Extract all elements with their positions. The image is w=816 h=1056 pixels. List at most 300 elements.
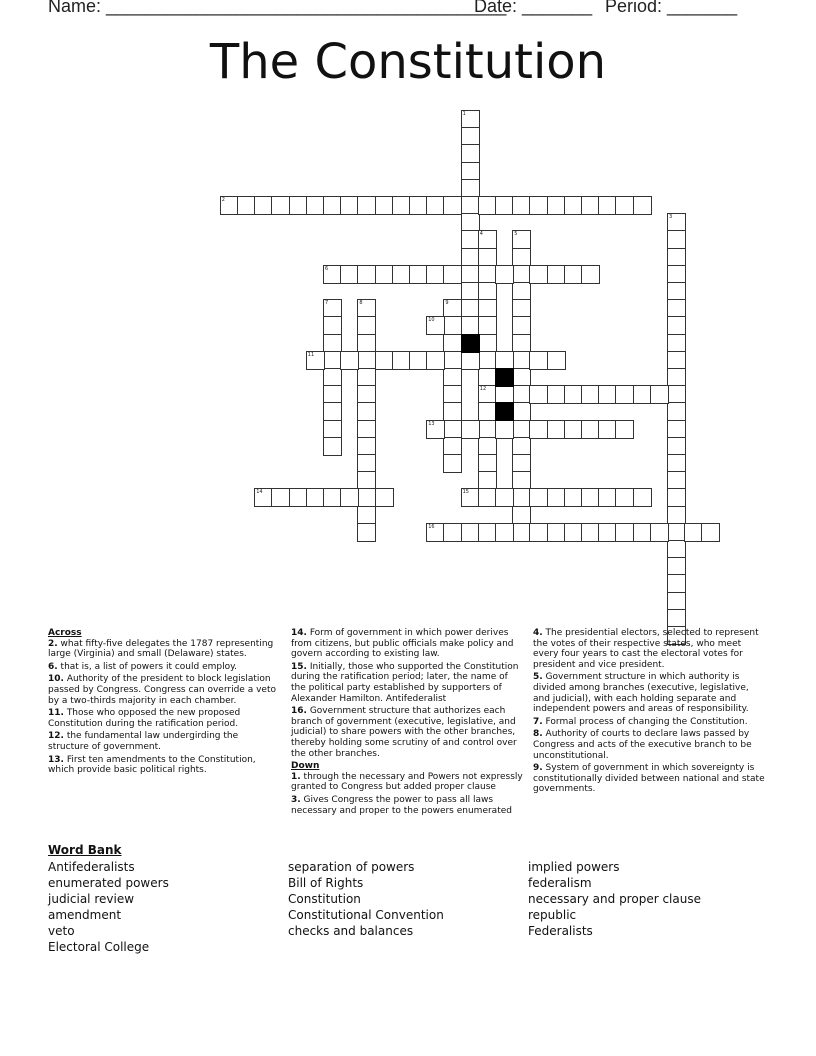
word-bank-item: Constitution xyxy=(288,892,361,906)
crossword-cell[interactable] xyxy=(667,609,686,628)
clue-number: 4 xyxy=(479,231,483,238)
clue-item xyxy=(48,755,280,776)
across-heading: Across xyxy=(48,628,82,638)
crossword-cell[interactable] xyxy=(615,420,634,439)
crossword-cell[interactable] xyxy=(529,488,548,507)
crossword-cell[interactable] xyxy=(512,368,531,387)
crossword-cell[interactable] xyxy=(323,316,342,335)
clue-text: Government structure that authorizes each branch of government (executive, legislative, and judicial) to share powers with the other branches, thereby holding some scrutiny of and control over the other branches. xyxy=(291,706,517,759)
clue-item xyxy=(48,674,280,706)
crossword-cell[interactable] xyxy=(667,540,686,559)
crossword-cell[interactable] xyxy=(478,196,497,215)
crossword-cell[interactable] xyxy=(392,351,411,370)
clue-number: 14. xyxy=(291,628,307,638)
crossword-cell[interactable] xyxy=(323,368,342,387)
crossword-cell[interactable] xyxy=(512,334,531,353)
crossword-cell[interactable] xyxy=(547,488,566,507)
crossword-cell[interactable] xyxy=(323,488,342,507)
crossword-cell[interactable] xyxy=(633,196,652,215)
word-bank-item: necessary and proper clause xyxy=(528,892,701,906)
word-bank-column xyxy=(48,859,278,955)
word-bank-column xyxy=(528,859,758,939)
crossword-cell[interactable] xyxy=(650,523,669,542)
clue-text: First ten amendments to the Constitution, which provide basic political rights. xyxy=(48,754,256,776)
crossword-cell[interactable] xyxy=(357,196,376,215)
crossword-cell[interactable] xyxy=(323,437,342,456)
crossword-cell[interactable] xyxy=(392,196,411,215)
crossword-cell[interactable] xyxy=(443,402,462,421)
clue-number: 7 xyxy=(325,300,329,307)
crossword-cell[interactable] xyxy=(443,196,462,215)
crossword-cell[interactable] xyxy=(357,488,376,507)
crossword-cell[interactable] xyxy=(478,402,497,421)
crossword-cell[interactable] xyxy=(426,351,445,370)
crossword-cell[interactable] xyxy=(409,351,428,370)
clue-text: Those who opposed the new proposed Constitution during the ratification period. xyxy=(48,708,241,729)
clue-number: 11. xyxy=(48,708,64,719)
crossword-cell[interactable] xyxy=(547,351,566,370)
crossword-cell[interactable] xyxy=(512,402,531,421)
crossword-cell[interactable] xyxy=(461,248,480,267)
crossword-cell[interactable] xyxy=(461,127,480,146)
crossword-cell[interactable] xyxy=(667,282,686,301)
crossword-cell[interactable] xyxy=(357,471,376,490)
clue-number: 4. xyxy=(533,628,543,638)
crossword-cell[interactable] xyxy=(426,420,445,439)
clues-column-2 xyxy=(291,628,523,818)
crossword-cell[interactable] xyxy=(478,437,497,456)
crossword-cell[interactable] xyxy=(478,471,497,490)
crossword-cell[interactable] xyxy=(581,385,600,404)
crossword-cell[interactable] xyxy=(220,196,239,215)
crossword-cell[interactable] xyxy=(512,471,531,490)
crossword-cell[interactable] xyxy=(667,454,686,473)
crossword-cell[interactable] xyxy=(495,420,514,439)
crossword-cell[interactable] xyxy=(357,385,376,404)
crossword-cell[interactable] xyxy=(667,523,686,542)
crossword-cell[interactable] xyxy=(633,488,652,507)
crossword-cell[interactable] xyxy=(667,368,686,387)
crossword-cell[interactable] xyxy=(461,420,480,439)
clue-number: 1 xyxy=(462,111,466,117)
crossword-cell[interactable] xyxy=(478,368,497,387)
crossword-cell[interactable] xyxy=(443,454,462,473)
crossword-cell[interactable] xyxy=(340,265,359,284)
crossword-cell[interactable] xyxy=(667,351,686,370)
crossword-cell[interactable] xyxy=(478,523,497,542)
period-field-label[interactable]: Period: _______ xyxy=(605,0,738,16)
crossword-cell[interactable] xyxy=(426,523,445,542)
clue-item xyxy=(48,639,280,660)
crossword-cell[interactable] xyxy=(564,265,583,284)
clue-item xyxy=(291,772,523,793)
crossword-cell[interactable] xyxy=(598,523,617,542)
crossword-cell[interactable] xyxy=(289,488,308,507)
crossword-cell[interactable] xyxy=(409,265,428,284)
crossword-cell[interactable] xyxy=(581,420,600,439)
crossword-cell[interactable] xyxy=(271,488,290,507)
crossword-cell[interactable] xyxy=(392,265,411,284)
crossword-cell[interactable] xyxy=(323,420,342,439)
crossword-cell[interactable] xyxy=(461,162,480,181)
crossword-cell[interactable] xyxy=(375,265,394,284)
crossword-cell[interactable] xyxy=(323,334,342,353)
crossword-block xyxy=(461,334,480,353)
clue-text: through the necessary and Powers not expressly granted to Congress but added proper clause xyxy=(291,771,523,793)
crossword-cell[interactable] xyxy=(529,196,548,215)
crossword-cell[interactable] xyxy=(529,351,548,370)
crossword-cell[interactable] xyxy=(667,402,686,421)
crossword-cell[interactable] xyxy=(598,420,617,439)
crossword-cell[interactable] xyxy=(547,385,566,404)
crossword-cell[interactable] xyxy=(478,248,497,267)
crossword-cell[interactable] xyxy=(478,230,497,249)
crossword-cell[interactable] xyxy=(271,196,290,215)
crossword-cell[interactable] xyxy=(667,265,686,284)
crossword-cell[interactable] xyxy=(581,196,600,215)
crossword-cell[interactable] xyxy=(650,385,669,404)
crossword-cell[interactable] xyxy=(495,351,514,370)
crossword-cell[interactable] xyxy=(667,213,686,232)
crossword-cell[interactable] xyxy=(598,488,617,507)
crossword-cell[interactable] xyxy=(254,196,273,215)
crossword-cell[interactable] xyxy=(564,196,583,215)
crossword-cell[interactable] xyxy=(478,454,497,473)
crossword-cell[interactable] xyxy=(323,385,342,404)
crossword-cell[interactable] xyxy=(443,334,462,353)
crossword-cell[interactable] xyxy=(357,265,376,284)
clue-number: 16 xyxy=(428,523,435,530)
crossword-cell[interactable] xyxy=(443,265,462,284)
crossword-cell[interactable] xyxy=(323,351,342,370)
crossword-cell[interactable] xyxy=(478,385,497,404)
crossword-cell[interactable] xyxy=(667,299,686,318)
crossword-cell[interactable] xyxy=(478,316,497,335)
clue-item xyxy=(48,731,280,752)
crossword-cell[interactable] xyxy=(461,316,480,335)
clue-number: 14 xyxy=(256,489,263,496)
crossword-cell[interactable] xyxy=(306,488,325,507)
clue-number: 3. xyxy=(291,794,301,805)
clue-number: 10 xyxy=(428,317,435,324)
clue-number: 9 xyxy=(445,300,449,307)
crossword-cell[interactable] xyxy=(495,523,514,542)
across-clue-list xyxy=(291,628,523,759)
crossword-cell[interactable] xyxy=(323,402,342,421)
crossword-cell[interactable] xyxy=(357,402,376,421)
clue-number: 7. xyxy=(533,716,543,727)
crossword-cell[interactable] xyxy=(478,351,497,370)
clue-number: 5. xyxy=(533,672,543,683)
crossword-cell[interactable] xyxy=(564,385,583,404)
clue-number: 8. xyxy=(533,729,543,740)
name-field-label[interactable]: Name: ________________________________________ xyxy=(48,0,507,16)
crossword-cell[interactable] xyxy=(461,265,480,284)
crossword-cell[interactable] xyxy=(340,196,359,215)
crossword-cell[interactable] xyxy=(667,230,686,249)
clue-number: 15. xyxy=(291,661,307,672)
clue-number: 2 xyxy=(221,197,225,203)
crossword-cell[interactable] xyxy=(512,282,531,301)
crossword-cell[interactable] xyxy=(254,488,273,507)
crossword-cell[interactable] xyxy=(495,488,514,507)
crossword-cell[interactable] xyxy=(667,471,686,490)
clue-number: 9. xyxy=(533,763,543,774)
crossword-cell[interactable] xyxy=(529,385,548,404)
crossword-cell[interactable] xyxy=(667,574,686,593)
crossword-cell[interactable] xyxy=(461,230,480,249)
crossword-cell[interactable] xyxy=(547,523,566,542)
crossword-cell[interactable] xyxy=(461,144,480,163)
crossword-cell[interactable] xyxy=(667,437,686,456)
crossword-cell[interactable] xyxy=(667,334,686,353)
word-bank xyxy=(48,843,788,954)
clue-item xyxy=(533,672,765,714)
clue-text: what fifty-five delegates the 1787 representing large (Virginia) and small (Delaware) states. xyxy=(48,638,274,660)
crossword-cell[interactable] xyxy=(667,557,686,576)
down-heading: Down xyxy=(291,761,320,772)
clue-text: Government structure in which authority is divided among branches (executive, legislative, and judicial), with each holding separate and independent powers and areas of responsibility. xyxy=(533,672,749,715)
crossword-cell[interactable] xyxy=(564,523,583,542)
clue-text: Authority of courts to declare laws passed by Congress and acts of the executive branch to be unconstitutional. xyxy=(533,729,752,761)
clue-item xyxy=(291,795,523,816)
crossword-cell[interactable] xyxy=(461,351,480,370)
crossword-block xyxy=(495,402,514,421)
crossword-cell[interactable] xyxy=(512,420,531,439)
word-bank-item: veto xyxy=(48,924,75,938)
crossword-cell[interactable] xyxy=(667,248,686,267)
page-title: The Constitution xyxy=(209,34,607,90)
clue-item xyxy=(533,729,765,761)
crossword-cell[interactable] xyxy=(426,316,445,335)
crossword-cell[interactable] xyxy=(357,506,376,525)
crossword-cell[interactable] xyxy=(581,488,600,507)
crossword-cell[interactable] xyxy=(512,385,531,404)
crossword-cell[interactable] xyxy=(340,351,359,370)
clue-number: 1. xyxy=(291,771,301,782)
across-clue-list xyxy=(48,639,280,776)
clue-number: 11 xyxy=(307,351,315,358)
clue-number: 6 xyxy=(325,265,329,272)
crossword-cell[interactable] xyxy=(461,213,480,232)
crossword-cell[interactable] xyxy=(461,299,480,318)
crossword-cell[interactable] xyxy=(478,282,497,301)
word-bank-item: Bill of Rights xyxy=(288,876,364,890)
crossword-cell[interactable] xyxy=(306,351,325,370)
crossword-cell[interactable] xyxy=(306,196,325,215)
crossword-cell[interactable] xyxy=(615,523,634,542)
crossword-cell[interactable] xyxy=(357,316,376,335)
word-bank-item: Antifederalists xyxy=(48,860,135,874)
crossword-cell[interactable] xyxy=(443,385,462,404)
crossword-cell[interactable] xyxy=(323,299,342,318)
crossword-cell[interactable] xyxy=(667,592,686,611)
crossword-cell[interactable] xyxy=(357,351,376,370)
crossword-cell[interactable] xyxy=(375,351,394,370)
crossword-cell[interactable] xyxy=(512,351,531,370)
crossword-cell[interactable] xyxy=(357,299,376,318)
clue-item xyxy=(48,708,280,729)
clue-item xyxy=(48,662,280,673)
clue-item xyxy=(291,628,523,660)
clue-item xyxy=(533,763,765,795)
crossword-cell[interactable] xyxy=(667,385,686,404)
crossword-cell[interactable] xyxy=(426,196,445,215)
crossword-cell[interactable] xyxy=(547,196,566,215)
clue-text: Initially, those who supported the Constitution during the ratification period; later, the name of the political party established by supporters of Alexander Hamilton. Antifederalist xyxy=(291,661,519,704)
crossword-cell[interactable] xyxy=(357,368,376,387)
crossword-cell[interactable] xyxy=(409,196,428,215)
clue-item xyxy=(533,628,765,670)
crossword-cell[interactable] xyxy=(289,196,308,215)
word-bank-item: republic xyxy=(528,908,577,922)
crossword-cell[interactable] xyxy=(375,488,394,507)
crossword-cell[interactable] xyxy=(375,196,394,215)
word-bank-item: federalism xyxy=(528,876,592,890)
crossword-cell[interactable] xyxy=(512,299,531,318)
crossword-cell[interactable] xyxy=(443,316,462,335)
crossword-cell[interactable] xyxy=(443,437,462,456)
crossword-cell[interactable] xyxy=(512,316,531,335)
crossword-cell[interactable] xyxy=(598,385,617,404)
clue-number: 16. xyxy=(291,706,307,717)
crossword-cell[interactable] xyxy=(461,488,480,507)
crossword-cell[interactable] xyxy=(478,299,497,318)
crossword-cell[interactable] xyxy=(684,523,703,542)
crossword-cell[interactable] xyxy=(478,488,497,507)
crossword-cell[interactable] xyxy=(615,385,634,404)
clue-number: 8 xyxy=(359,300,363,307)
crossword-cell[interactable] xyxy=(495,265,514,284)
down-clue-list xyxy=(291,772,523,816)
clue-text: The presidential electors, selected to represent the votes of their respective states, who meet every four years to cast the electoral votes for president and vice president. xyxy=(533,628,759,670)
word-bank-title: Word Bank xyxy=(48,843,122,857)
crossword-cell[interactable] xyxy=(461,110,480,129)
clue-number: 12 xyxy=(479,386,487,393)
crossword-cell[interactable] xyxy=(615,488,634,507)
crossword-cell[interactable] xyxy=(357,437,376,456)
clue-number: 2. xyxy=(48,638,58,649)
crossword-cell[interactable] xyxy=(598,196,617,215)
crossword-cell[interactable] xyxy=(461,523,480,542)
clue-number: 5 xyxy=(514,231,518,238)
crossword-cell[interactable] xyxy=(547,265,566,284)
crossword-cell[interactable] xyxy=(443,299,462,318)
clue-item xyxy=(291,662,523,704)
crossword-cell[interactable] xyxy=(461,282,480,301)
word-bank-item: checks and balances xyxy=(288,924,414,938)
clue-text: that is, a list of powers it could employ. xyxy=(57,661,238,672)
word-bank-item: Federalists xyxy=(528,924,593,938)
crossword-cell[interactable] xyxy=(512,230,531,249)
clue-text: the fundamental law undergirding the structure of government. xyxy=(48,731,239,752)
crossword-cell[interactable] xyxy=(581,523,600,542)
crossword-cell[interactable] xyxy=(512,196,531,215)
crossword-cell[interactable] xyxy=(323,196,342,215)
crossword-cell[interactable] xyxy=(357,523,376,542)
crossword-cell[interactable] xyxy=(357,420,376,439)
clue-item xyxy=(533,717,765,728)
crossword-cell[interactable] xyxy=(443,351,462,370)
crossword-cell[interactable] xyxy=(443,420,462,439)
crossword-cell[interactable] xyxy=(512,523,531,542)
crossword-cell[interactable] xyxy=(564,488,583,507)
crossword-cell[interactable] xyxy=(443,368,462,387)
clue-number: 10. xyxy=(48,674,64,685)
clue-number: 3 xyxy=(669,214,673,221)
crossword-cell[interactable] xyxy=(323,265,342,284)
crossword-cell[interactable] xyxy=(512,488,531,507)
crossword-cell[interactable] xyxy=(667,506,686,525)
word-bank-item: Electoral College xyxy=(48,940,150,954)
crossword-cell[interactable] xyxy=(633,523,652,542)
crossword-cell[interactable] xyxy=(478,265,497,284)
clues-column-1 xyxy=(48,628,280,778)
crossword-cell[interactable] xyxy=(667,488,686,507)
crossword-cell[interactable] xyxy=(443,523,462,542)
crossword-cell[interactable] xyxy=(529,523,548,542)
crossword-cell[interactable] xyxy=(357,454,376,473)
crossword-cell[interactable] xyxy=(564,420,583,439)
crossword-cell[interactable] xyxy=(357,334,376,353)
clue-text: Gives Congress the power to pass all laws necessary and proper to the powers enumerated xyxy=(291,794,512,816)
crossword-cell[interactable] xyxy=(512,248,531,267)
clue-number: 13 xyxy=(428,420,435,427)
crossword-cell[interactable] xyxy=(667,316,686,335)
crossword-cell[interactable] xyxy=(495,196,514,215)
clue-text: Form of government in which power derives from citizens, but public officials make policy and govern according to existing law. xyxy=(291,628,514,660)
crossword-cell[interactable] xyxy=(512,506,531,525)
crossword-cell[interactable] xyxy=(512,454,531,473)
down-clue-list xyxy=(533,628,765,795)
crossword-cell[interactable] xyxy=(667,420,686,439)
crossword-cell[interactable] xyxy=(478,334,497,353)
word-bank-item: Constitutional Convention xyxy=(288,908,444,922)
word-bank-item: amendment xyxy=(48,908,122,922)
clue-text: System of government in which sovereignty is constitutionally divided between national and state governments. xyxy=(533,763,765,795)
crossword-cell[interactable] xyxy=(461,196,480,215)
clue-number: 6. xyxy=(48,661,58,672)
crossword-cell[interactable] xyxy=(495,385,514,404)
word-bank-item: separation of powers xyxy=(288,860,415,874)
crossword-cell[interactable] xyxy=(529,265,548,284)
crossword-cell[interactable] xyxy=(529,420,548,439)
crossword-cell[interactable] xyxy=(461,179,480,198)
crossword-cell[interactable] xyxy=(340,488,359,507)
crossword-cell[interactable] xyxy=(615,196,634,215)
date-field-label[interactable]: Date: _______ xyxy=(474,0,593,16)
clue-number: 12. xyxy=(48,731,64,742)
word-bank-item: judicial review xyxy=(48,892,135,906)
crossword-cell[interactable] xyxy=(633,385,652,404)
crossword-cell[interactable] xyxy=(237,196,256,215)
clues-column-3 xyxy=(533,628,765,797)
crossword-cell[interactable] xyxy=(581,265,600,284)
word-bank-column xyxy=(288,859,518,939)
crossword-block xyxy=(495,368,514,387)
crossword-cell[interactable] xyxy=(547,420,566,439)
crossword-cell[interactable] xyxy=(512,437,531,456)
clue-text: Formal process of changing the Constitution. xyxy=(542,716,748,727)
crossword-cell[interactable] xyxy=(701,523,720,542)
crossword-cell[interactable] xyxy=(426,265,445,284)
crossword-cell[interactable] xyxy=(512,265,531,284)
word-bank-item: implied powers xyxy=(528,860,620,874)
word-bank-item: enumerated powers xyxy=(48,876,169,890)
clue-number: 15 xyxy=(462,489,469,496)
crossword-cell[interactable] xyxy=(478,420,497,439)
clue-number: 13. xyxy=(48,754,64,765)
